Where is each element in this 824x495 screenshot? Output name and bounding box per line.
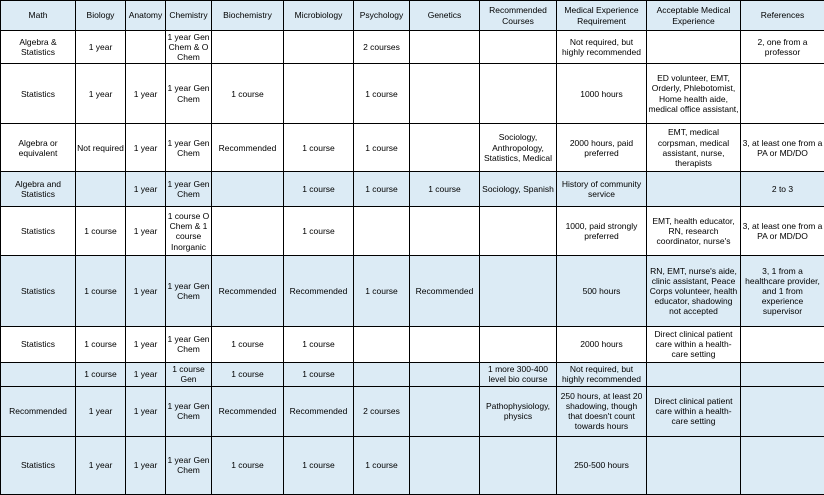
header-genetics: Genetics (410, 1, 480, 31)
cell-chemistry: 1 year Gen Chem (166, 386, 212, 436)
cell-genetics (410, 64, 480, 124)
cell-psychology: 1 course (354, 124, 410, 172)
table-row (1, 362, 824, 386)
table-row (1, 172, 824, 207)
cell-references (741, 362, 824, 386)
cell-recommended-courses: Sociology, Spanish (480, 172, 557, 207)
cell-references: 2 to 3 (741, 172, 824, 207)
cell-biology: 1 year (76, 64, 126, 124)
cell-biology: 1 year (76, 436, 126, 494)
cell-medical-experience-requirement: Not required, but highly recommended (557, 362, 647, 386)
cell-references (741, 436, 824, 494)
cell-chemistry: 1 course Gen (166, 362, 212, 386)
header-row (1, 1, 824, 31)
header-chemistry: Chemistry (166, 1, 212, 31)
cell-microbiology: 1 course (284, 207, 354, 256)
cell-biochemistry: 1 course (212, 436, 284, 494)
cell-chemistry: 1 year Gen Chem (166, 326, 212, 362)
cell-medical-experience-requirement: 2000 hours, paid preferred (557, 124, 647, 172)
cell-genetics (410, 326, 480, 362)
cell-references: 2, one from a professor (741, 31, 824, 64)
cell-acceptable-medical-experience (647, 362, 741, 386)
cell-acceptable-medical-experience (647, 436, 741, 494)
cell-genetics (410, 362, 480, 386)
cell-anatomy: 1 year (126, 326, 166, 362)
header-recommended-courses: Recommended Courses (480, 1, 557, 31)
cell-recommended-courses (480, 64, 557, 124)
cell-math: Recommended (1, 386, 76, 436)
cell-biochemistry: 1 course (212, 362, 284, 386)
cell-medical-experience-requirement: Not required, but highly recommended (557, 31, 647, 64)
cell-medical-experience-requirement: 2000 hours (557, 326, 647, 362)
table-header (1, 1, 824, 31)
header-psychology: Psychology (354, 1, 410, 31)
cell-psychology (354, 326, 410, 362)
cell-medical-experience-requirement: 1000 hours (557, 64, 647, 124)
cell-math: Statistics (1, 207, 76, 256)
cell-anatomy: 1 year (126, 64, 166, 124)
cell-recommended-courses (480, 207, 557, 256)
cell-medical-experience-requirement: History of community service (557, 172, 647, 207)
cell-acceptable-medical-experience (647, 172, 741, 207)
cell-recommended-courses: Pathophysiology, physics (480, 386, 557, 436)
cell-acceptable-medical-experience: EMT, medical corpsman, medical assistant, nurse, therapists (647, 124, 741, 172)
table-row (1, 436, 824, 494)
cell-references (741, 326, 824, 362)
cell-microbiology (284, 64, 354, 124)
cell-chemistry: 1 year Gen Chem (166, 64, 212, 124)
cell-microbiology: 1 course (284, 326, 354, 362)
cell-microbiology: Recommended (284, 256, 354, 326)
cell-acceptable-medical-experience: Direct clinical patient care within a health-care setting (647, 326, 741, 362)
cell-psychology: 2 courses (354, 386, 410, 436)
cell-recommended-courses: 1 more 300-400 level bio course (480, 362, 557, 386)
cell-biology (76, 172, 126, 207)
cell-psychology: 1 course (354, 256, 410, 326)
table-row (1, 124, 824, 172)
cell-anatomy: 1 year (126, 436, 166, 494)
cell-biology: 1 year (76, 386, 126, 436)
cell-chemistry: 1 year Gen Chem (166, 172, 212, 207)
cell-math: Algebra & Statistics (1, 31, 76, 64)
table-row (1, 386, 824, 436)
cell-psychology (354, 362, 410, 386)
cell-anatomy: 1 year (126, 172, 166, 207)
cell-chemistry: 1 year Gen Chem (166, 124, 212, 172)
cell-microbiology: 1 course (284, 362, 354, 386)
cell-medical-experience-requirement: 250-500 hours (557, 436, 647, 494)
cell-psychology: 2 courses (354, 31, 410, 64)
cell-medical-experience-requirement: 1000, paid strongly preferred (557, 207, 647, 256)
cell-genetics: 1 course (410, 172, 480, 207)
cell-biochemistry: Recommended (212, 386, 284, 436)
cell-math: Statistics (1, 436, 76, 494)
cell-microbiology: 1 course (284, 124, 354, 172)
cell-genetics (410, 436, 480, 494)
cell-genetics (410, 386, 480, 436)
cell-math: Statistics (1, 326, 76, 362)
cell-biochemistry (212, 31, 284, 64)
cell-genetics (410, 124, 480, 172)
cell-anatomy: 1 year (126, 362, 166, 386)
cell-recommended-courses (480, 256, 557, 326)
cell-biology: 1 course (76, 207, 126, 256)
cell-math (1, 362, 76, 386)
cell-anatomy: 1 year (126, 124, 166, 172)
cell-math: Statistics (1, 64, 76, 124)
header-references: References (741, 1, 824, 31)
cell-genetics: Recommended (410, 256, 480, 326)
table-row (1, 256, 824, 326)
cell-biology: Not required (76, 124, 126, 172)
cell-references (741, 386, 824, 436)
cell-biochemistry: Recommended (212, 256, 284, 326)
cell-math: Algebra and Statistics (1, 172, 76, 207)
cell-recommended-courses: Sociology, Anthropology, Statistics, Medical (480, 124, 557, 172)
cell-references: 3, 1 from a healthcare provider, and 1 from experience supervisor (741, 256, 824, 326)
table-row (1, 64, 824, 124)
cell-anatomy: 1 year (126, 256, 166, 326)
cell-recommended-courses (480, 436, 557, 494)
cell-anatomy (126, 31, 166, 64)
cell-microbiology: 1 course (284, 172, 354, 207)
cell-acceptable-medical-experience (647, 31, 741, 64)
cell-acceptable-medical-experience: Direct clinical patient care within a health-care setting (647, 386, 741, 436)
cell-biology: 1 course (76, 326, 126, 362)
cell-medical-experience-requirement: 500 hours (557, 256, 647, 326)
cell-references: 3, at least one from a PA or MD/DO (741, 124, 824, 172)
cell-acceptable-medical-experience: EMT, health educator, RN, research coordinator, nurse's (647, 207, 741, 256)
header-microbiology: Microbiology (284, 1, 354, 31)
cell-chemistry: 1 year Gen Chem (166, 256, 212, 326)
cell-biology: 1 course (76, 362, 126, 386)
cell-medical-experience-requirement: 250 hours, at least 20 shadowing, though that doesn't count towards hours (557, 386, 647, 436)
cell-acceptable-medical-experience: RN, EMT, nurse's aide, clinic assistant, Peace Corps volunteer, health educator, shadowing not accepted (647, 256, 741, 326)
cell-genetics (410, 207, 480, 256)
cell-math: Statistics (1, 256, 76, 326)
cell-acceptable-medical-experience: ED volunteer, EMT, Orderly, Phlebotomist, Home health aide, medical office assistant, (647, 64, 741, 124)
header-biology: Biology (76, 1, 126, 31)
cell-biochemistry: 1 course (212, 326, 284, 362)
table-row (1, 326, 824, 362)
cell-microbiology: Recommended (284, 386, 354, 436)
header-medical-experience-requirement: Medical Experience Requirement (557, 1, 647, 31)
header-anatomy: Anatomy (126, 1, 166, 31)
table-row (1, 207, 824, 256)
header-acceptable-medical-experience: Acceptable Medical Experience (647, 1, 741, 31)
cell-psychology: 1 course (354, 64, 410, 124)
cell-recommended-courses (480, 326, 557, 362)
cell-anatomy: 1 year (126, 386, 166, 436)
cell-references: 3, at least one from a PA or MD/DO (741, 207, 824, 256)
cell-references (741, 64, 824, 124)
cell-biochemistry: 1 course (212, 64, 284, 124)
header-math: Math (1, 1, 76, 31)
cell-genetics (410, 31, 480, 64)
cell-psychology: 1 course (354, 436, 410, 494)
header-biochemistry: Biochemistry (212, 1, 284, 31)
cell-biochemistry (212, 172, 284, 207)
cell-biology: 1 year (76, 31, 126, 64)
cell-microbiology (284, 31, 354, 64)
cell-chemistry: 1 course O Chem & 1 course Inorganic (166, 207, 212, 256)
table-row (1, 31, 824, 64)
cell-chemistry: 1 year Gen Chem & O Chem (167, 31, 210, 63)
cell-anatomy: 1 year (126, 207, 166, 256)
cell-psychology: 1 course (354, 172, 410, 207)
cell-math: Algebra or equivalent (1, 124, 76, 172)
cell-biology: 1 course (76, 256, 126, 326)
table-body (1, 31, 824, 495)
cell-psychology (354, 207, 410, 256)
cell-biochemistry (212, 207, 284, 256)
cell-microbiology: 1 course (284, 436, 354, 494)
cell-biochemistry: Recommended (212, 124, 284, 172)
cell-chemistry: 1 year Gen Chem (166, 436, 212, 494)
cell-recommended-courses (480, 31, 557, 64)
